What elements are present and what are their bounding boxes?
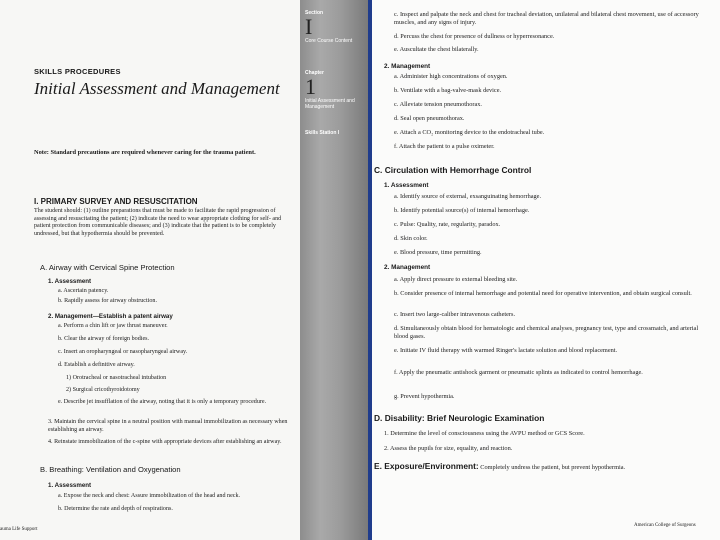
list-item: f. Apply the pneumatic antishock garment or pneumatic splints as indicated to control hemorrhage.: [394, 369, 643, 376]
list-item: d. Simultaneously obtain blood for hematologic and chemical analyses, pregnancy test, type and crossmatch, and arterial blood gases.: [394, 325, 699, 340]
exposure-text: Completely undress the patient, but prevent hypothermia.: [478, 464, 626, 471]
chapter-tab-label: Chapter: [305, 70, 324, 76]
list-item: 2) Surgical cricothyroidotomy: [66, 387, 140, 393]
list-item: 1. Determine the level of consciousness using the AVPU method or GCS Score.: [384, 430, 585, 437]
airway-assessment-heading: 1. Assessment: [48, 278, 92, 285]
list-item: e. Auscultate the chest bilaterally.: [394, 46, 479, 53]
exposure-heading: E. Exposure/Environment:: [374, 461, 479, 471]
list-item: b. Rapidly assess for airway obstruction.: [58, 298, 158, 304]
disability-heading: D. Disability: Brief Neurologic Examination: [374, 413, 545, 423]
circulation-management-heading: 2. Management: [384, 264, 431, 271]
list-item: 2. Assess the pupils for size, equality, and reaction.: [384, 445, 513, 452]
list-item: d. Skin color.: [394, 235, 428, 242]
precautions-note: Note: Standard precautions are required whenever caring for the trauma patient.: [34, 149, 256, 156]
chapter-tab: [305, 70, 363, 110]
list-item: a. Apply direct pressure to external bleeding site.: [394, 276, 518, 283]
right-page: [372, 0, 720, 540]
list-item: e. Attach a CO₂ monitoring device to the endotracheal tube.: [394, 129, 545, 136]
list-item: b. Ventilate with a bag-valve-mask device.: [394, 87, 502, 94]
list-item: a. Perform a chin lift or jaw thrust maneuver.: [58, 323, 168, 329]
breathing-heading: B. Breathing: Ventilation and Oxygenation: [40, 465, 181, 474]
list-item: a. Administer high concentrations of oxygen.: [394, 73, 508, 80]
left-footer: auma Life Support: [0, 527, 38, 532]
breathing-assessment-heading: 1. Assessment: [48, 482, 92, 489]
exposure-paragraph: [374, 463, 710, 472]
right-footer: American College of Surgeons: [634, 523, 696, 528]
list-item: b. Consider presence of internal hemorrhage and potential need for operative intervention, and obtain surgical consult.: [394, 290, 692, 297]
list-item: a. Identify source of external, exsanguinating hemorrhage.: [394, 193, 542, 200]
list-item: d. Seal open pneumothorax.: [394, 115, 465, 122]
airway-heading: A. Airway with Cervical Spine Protection: [40, 263, 175, 272]
circulation-heading: C. Circulation with Hemorrhage Control: [374, 165, 532, 175]
chapter-tab-sub: Initial Assessment and Management: [305, 98, 355, 110]
section-tab-label: Section: [305, 10, 324, 16]
airway-management-heading: 2. Management—Establish a patent airway: [48, 313, 173, 320]
list-item: g. Prevent hypothermia.: [394, 393, 455, 400]
list-item: b. Determine the rate and depth of respirations.: [58, 506, 173, 512]
list-item: d. Percuss the chest for presence of dullness or hyperresonance.: [394, 33, 555, 40]
left-page: [0, 0, 300, 540]
page-title: Initial Assessment and Management: [34, 79, 280, 98]
list-item: e. Describe jet insufflation of the airway, noting that it is only a temporary procedure.: [58, 399, 267, 405]
list-item: b. Clear the airway of foreign bodies.: [58, 336, 150, 342]
list-item: a. Ascertain patency.: [58, 288, 109, 294]
chapter-tab-number: 1: [305, 74, 316, 99]
list-item: c. Inspect and palpate the neck and chest for tracheal deviation, unilateral and bilateral chest movement, use of accessory muscles, and any signs of injury.: [394, 11, 699, 26]
skills-station-tab: [305, 130, 363, 136]
list-item: e. Blood pressure, time permitting.: [394, 249, 482, 256]
list-item: c. Pulse: Quality, rate, regularity, paradox.: [394, 221, 501, 228]
intro-paragraph: The student should: (1) outline preparations that must be made to facilitate the rapid progression of assessing and resuscitating the patient; (2) indicate the need to wear appropriate clothing for self- and patient protection from communicable diseases; and (3) indicate that the patient is to be completely undressed, but that hypothermia should be prevented.: [34, 208, 282, 237]
list-item: 4. Reinstate immobilization of the c-spine with appropriate devices after establishing an airway.: [48, 439, 282, 445]
primary-survey-heading: I. PRIMARY SURVEY AND RESUSCITATION: [34, 197, 198, 206]
skills-station-label: Skills Station I: [305, 130, 340, 136]
list-item: c. Insert an oropharyngeal or nasopharyngeal airway.: [58, 349, 188, 355]
list-item: b. Identify potential source(s) of internal hemorrhage.: [394, 207, 530, 214]
section-tab-number: I: [305, 14, 313, 39]
breathing-management-heading: 2. Management: [384, 63, 431, 70]
list-item: f. Attach the patient to a pulse oximeter.: [394, 143, 495, 150]
list-item: c. Insert two large-caliber intravenous catheters.: [394, 311, 516, 318]
list-item: d. Establish a definitive airway.: [58, 362, 135, 368]
section-tab-sub: Core Course Content: [305, 38, 353, 44]
list-item: 1) Orotracheal or nasotracheal intubation: [66, 375, 167, 381]
list-item: c. Alleviate tension pneumothorax.: [394, 101, 482, 108]
section-tab: [305, 10, 363, 44]
list-item: 3. Maintain the cervical spine in a neutral position with manual immobilization as necessary when establishing an airway.: [48, 419, 288, 433]
list-item: a. Expose the neck and chest: Assure immobilization of the head and neck.: [58, 493, 241, 499]
circulation-assessment-heading: 1. Assessment: [384, 182, 429, 189]
list-item: e. Initiate IV fluid therapy with warmed Ringer's lactate solution and blood replacement.: [394, 347, 618, 354]
skills-procedures-label: SKILLS PROCEDURES: [34, 67, 121, 76]
thumb-tab-strip: [300, 0, 368, 540]
